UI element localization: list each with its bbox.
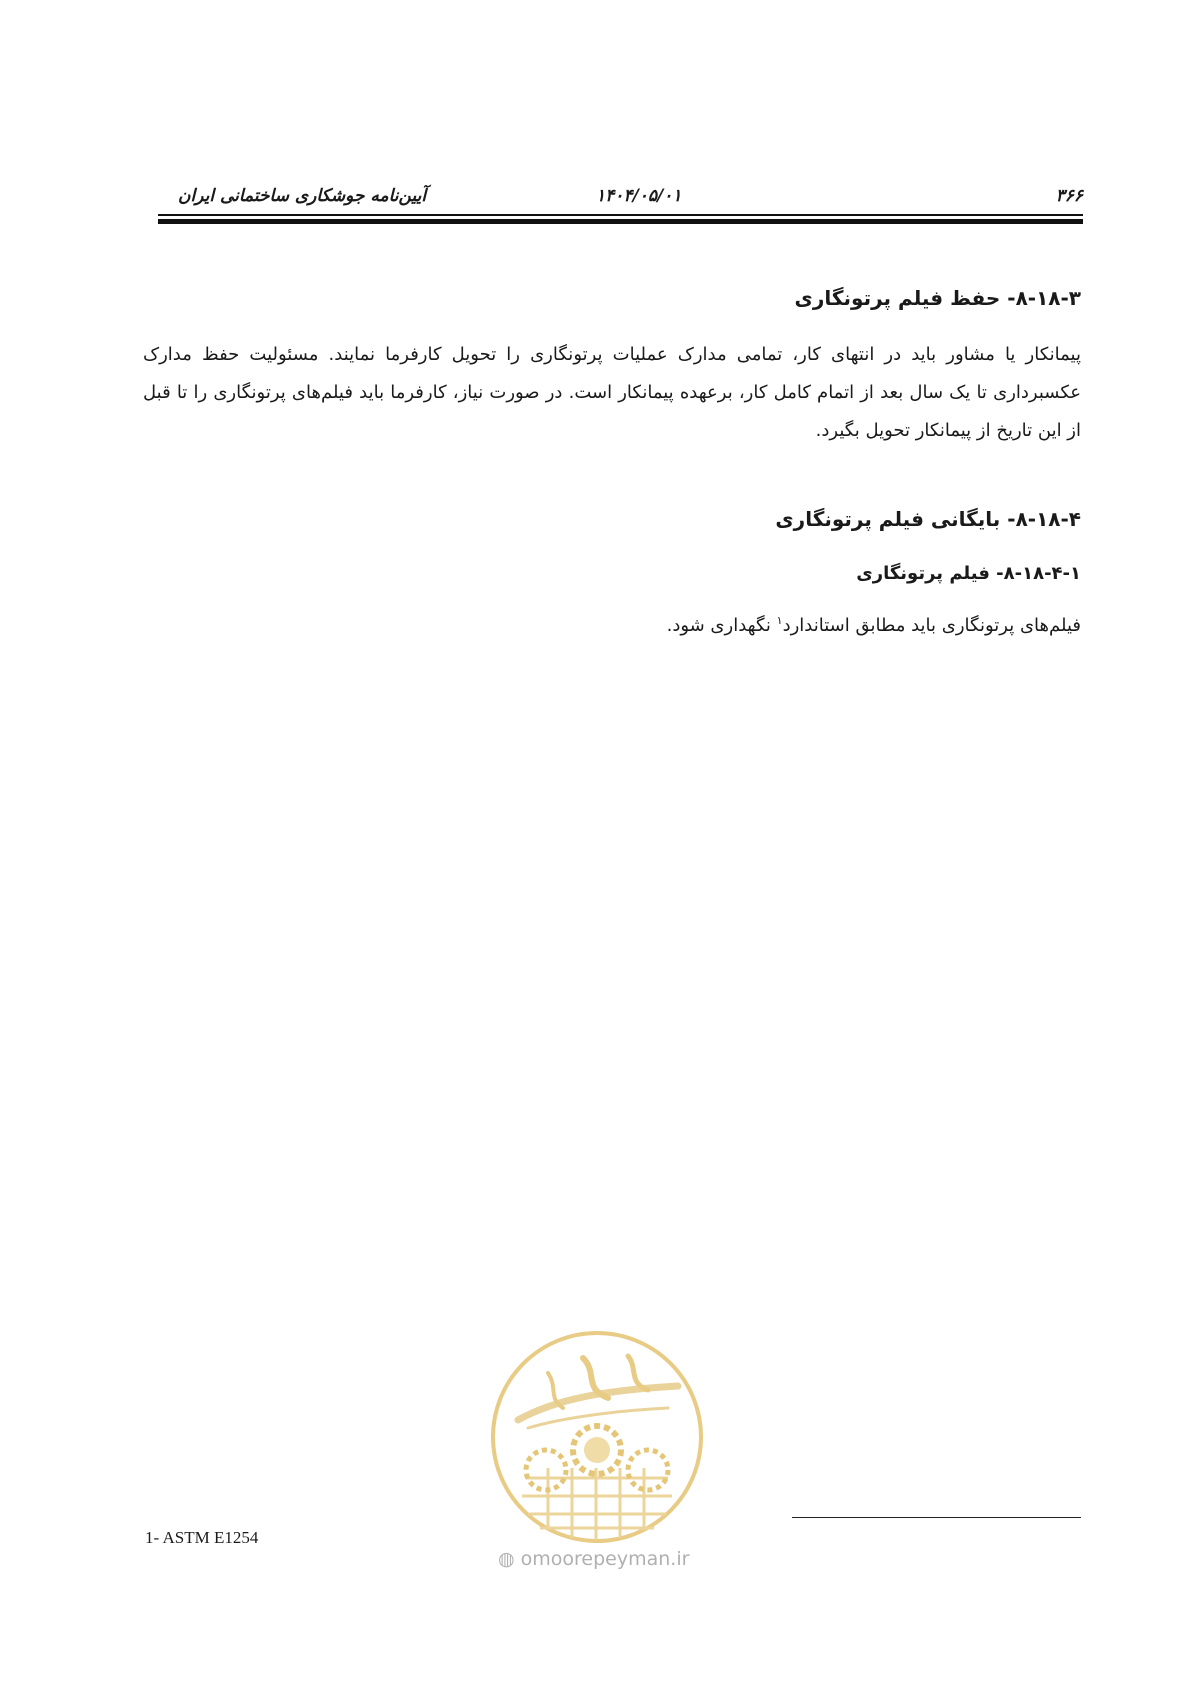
subsection-heading: ۸-۱۸-۴-۱- فیلم پرتونگاری	[856, 563, 1081, 584]
section-paragraph: پیمانکار یا مشاور باید در انتهای کار، تمامی مدارک عملیات پرتونگاری را تحویل کارفرما نمایند. مسئولیت حفظ مدارک عکسبرداری تا یک سال بعد از اتمام کامل کار، برعهده پیمانکار است. در صورت نیاز، کارفرما باید فیلم‌های پرتونگاری را تا قبل از این تاریخ از پیمانکار تحویل بگیرد.	[143, 344, 1081, 441]
footnote-rule	[792, 1517, 1081, 1518]
footnote-marker[interactable]: ۱	[776, 614, 783, 627]
section-heading: ۸-۱۸-۴- بایگانی فیلم پرتونگاری	[775, 507, 1081, 531]
subsection-heading-container	[143, 563, 1081, 584]
header-rule-thick	[158, 219, 1083, 224]
section-heading: ۸-۱۸-۳- حفظ فیلم پرتونگاری	[794, 286, 1081, 310]
paragraph-text: فیلم‌های پرتونگاری باید مطابق استاندارد	[782, 615, 1081, 636]
running-header-title: آیین‌نامه جوشکاری ساختمانی ایران	[178, 186, 427, 206]
section-heading-container	[143, 286, 1081, 310]
watermark-stamp-icon	[488, 1328, 706, 1546]
page-number: ۳۶۶	[1055, 186, 1083, 206]
section-heading-container	[143, 507, 1081, 531]
paragraph-text: نگهداری شود.	[666, 615, 777, 636]
footnote-text: 1- ASTM E1254	[145, 1528, 259, 1547]
watermark-url: ◍ omoorepeyman.ir	[498, 1548, 690, 1570]
subsection-paragraph	[143, 602, 1081, 645]
subsection-body	[143, 602, 1081, 645]
running-header-date: ۱۴۰۴/۰۵/۰۱	[596, 186, 682, 206]
section-body	[143, 336, 1081, 450]
header-rule-thin	[158, 214, 1083, 216]
